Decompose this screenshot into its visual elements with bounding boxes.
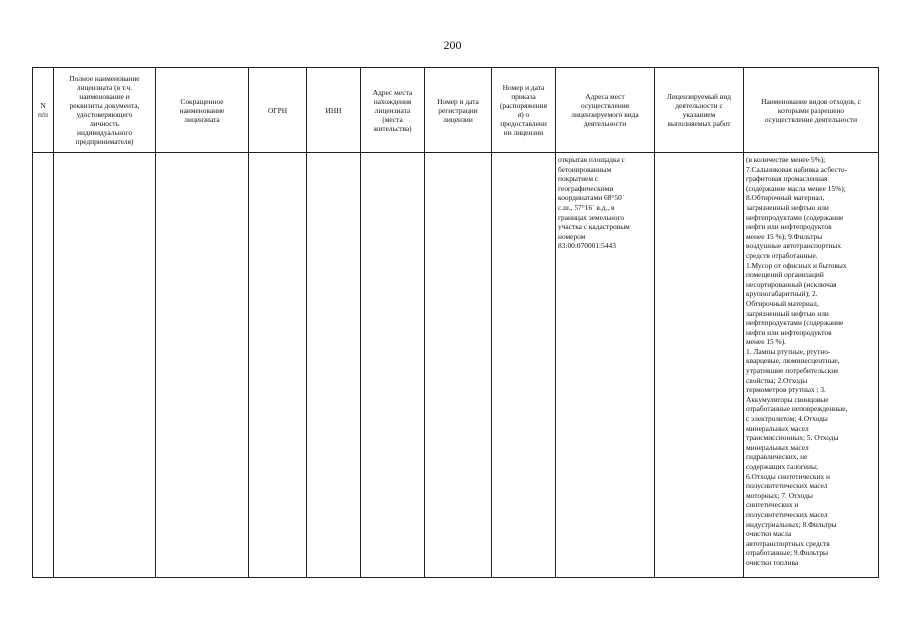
header-inn: ИНН [307, 68, 361, 153]
header-full-name: Полное наименование лицензиата (в т.ч. наименование и реквизиты документа, удостоверяющего личность индивидуального предпринимателя) [54, 68, 156, 153]
cell-short-name [156, 153, 249, 578]
header-waste-types: Наименование видов отходов, с которыми разрешено осуществление деятельности [744, 68, 879, 153]
cell-activity-addresses: открытая площадка с бетонированным покрытием с географическими координатами 68°50´ с.ш., 57°16´ в.д., в границах земельного участка с кадастровым номером 83:00:070001:5443 [556, 153, 655, 578]
header-reg-number: Номер и дата регистрации лицензии [425, 68, 492, 153]
header-short-name: Сокращенное наименование лицензиата [156, 68, 249, 153]
cell-activity-type [655, 153, 744, 578]
header-order-number: Номер и дата приказа (распоряжения я) о предоставлени ии лицензии [492, 68, 556, 153]
cell-address [361, 153, 425, 578]
header-n: N п/п [33, 68, 54, 153]
header-address: Адрес места нахождения лицензиата (места жительства) [361, 68, 425, 153]
license-table [32, 67, 879, 578]
table-row [33, 153, 879, 578]
header-activity-addresses: Адреса мест осуществления лицензируемого вида деятельности [556, 68, 655, 153]
header-ogrn: ОГРН [249, 68, 307, 153]
cell-waste-types: (в количестве менее 5%); 7.Сальниковая набивка асбесто- графитовая промасленная (содержание масла менее 15%); 8.Обтирочный материал, загрязненный нефтью или нефтепродуктами (содержание нефти или нефтепродуктов менее 15 %); 9.Фильтры воздушные автотранспортных средств отработанные. 1.Мусор от офисных и бытовых помещений организаций несортированный (исключая крупногабаритный); 2. Обтирочный материал, загрязненный нефтью или нефтепродуктами (содержание нефти или нефтепродуктов менее 15 %). 1. Лампы ртутные, ртутно- кварцевые, люминесцентные, утратившие потребительские свойства; 2.Отходы термометров ртутных ; 3. Аккумуляторы свинцовые отработанные неповрежденные, с электролитом; 4.Отходы минеральных масел трансмиссионных; 5. Отходы минеральных масел гидравлических, не содержащих галогены; 6.Отходы синтетических и полусинтетических масел моторных; 7. Отходы синтетических и полусинтетических масел индустриальных; 8.Фильтры очистки масла автотранспортных средств отработанные; 9.Фильтры очистки топлива [744, 153, 879, 578]
cell-reg-number [425, 153, 492, 578]
cell-full-name [54, 153, 156, 578]
cell-n [33, 153, 54, 578]
cell-inn [307, 153, 361, 578]
cell-order-number [492, 153, 556, 578]
header-activity-type: Лицензируемый вид деятельности с указанием выполняемых работ [655, 68, 744, 153]
page-number: 200 [443, 38, 462, 52]
cell-ogrn [249, 153, 307, 578]
header-row [33, 68, 879, 153]
